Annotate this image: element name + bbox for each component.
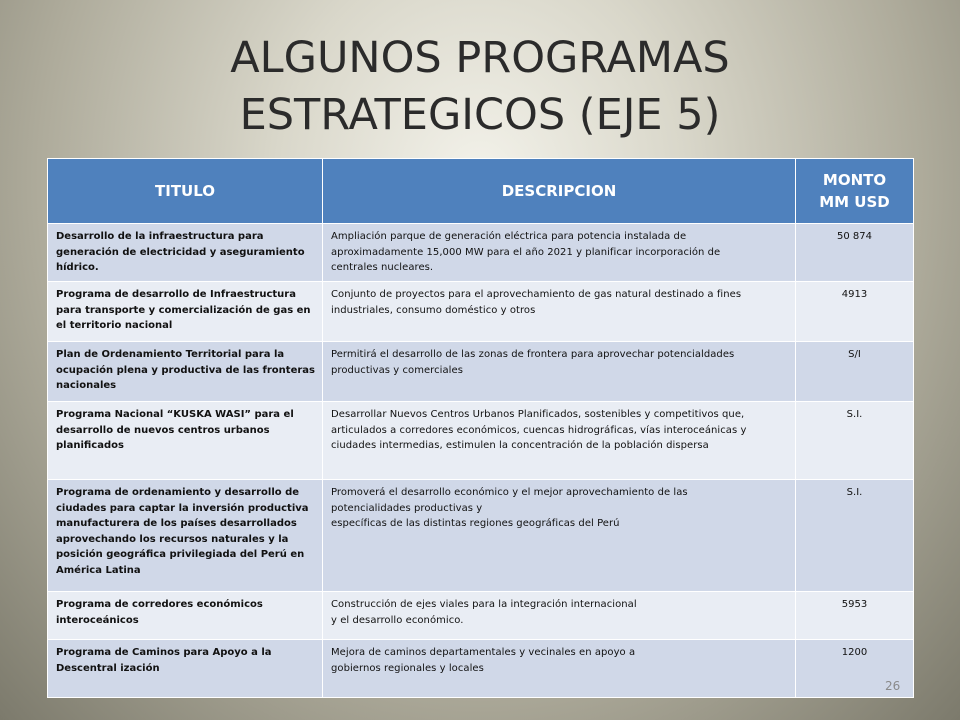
header-titulo: TITULO [48,159,323,224]
program-description [323,282,796,342]
program-title-line: planificados [56,440,124,451]
header-monto-line-2: MM USD [819,193,890,211]
table-body [48,224,914,698]
program-description-line: específicas de las distintas regiones geográficas del Perú [331,518,620,529]
program-title-line: ciudades para captar la inversión productiva [56,502,309,514]
program-description [323,592,796,640]
program-title-line: generación de electricidad y aseguramiento [56,246,305,258]
table-header-row [48,159,914,224]
program-title-line: interoceánicos [56,614,139,626]
program-title-line: manufacturera de los países desarrollados [56,518,297,529]
table-row [48,342,914,402]
program-title-line: Programa de ordenamiento y desarrollo de [56,487,300,498]
program-title-line: Descentral ización [56,662,160,674]
program-title-line: Programa Nacional “KUSKA WASI” para el [56,409,294,420]
slide-title [0,30,960,144]
header-monto [796,159,914,224]
program-description-line: productivas y comerciales [331,364,463,376]
program-description-line: industriales, consumo doméstico y otros [331,304,536,316]
program-title-line: América Latina [56,564,141,576]
program-description [323,342,796,402]
header-monto-line-1: MONTO [822,171,887,189]
program-title-line: hídrico. [56,262,99,273]
program-title-line: Desarrollo de la infraestructura para [56,231,264,242]
table-row [48,224,914,282]
program-amount: S.I. [796,402,914,480]
program-amount: 1200 [796,640,914,698]
program-description [323,640,796,698]
program-description-line: articulados a corredores económicos, cuencas hidrográficas, vías interoceánicas y [331,424,747,436]
program-description-line: centrales nucleares. [331,262,434,273]
program-description-line: gobiernos regionales y locales [331,662,484,674]
program-title [48,402,323,480]
table-row [48,640,914,698]
program-description-line: Permitirá el desarrollo de las zonas de frontera para aprovechar potencialdades [331,349,735,360]
program-description-line: Desarrollar Nuevos Centros Urbanos Planificados, sostenibles y competitivos que, [331,409,745,420]
program-description-line: aproximadamente 15,000 MW para el año 2021 y planificar incorporación de [331,246,721,258]
program-description [323,402,796,480]
program-title [48,342,323,402]
program-amount: S/I [796,342,914,402]
table-row [48,480,914,592]
program-description-line: Ampliación parque de generación eléctrica para potencia instalada de [331,231,687,242]
program-title-line: ocupación plena y productiva de las fronteras [56,364,315,376]
programs-table [47,158,914,698]
program-amount: 50 874 [796,224,914,282]
program-title [48,640,323,698]
program-description-line: Mejora de caminos departamentales y vecinales en apoyo a [331,647,636,658]
program-title-line: aprovechando los recursos naturales y la [56,533,289,545]
program-title-line: el territorio nacional [56,320,173,331]
program-title-line: nacionales [56,380,117,391]
page-number: 26 [885,679,901,693]
program-description-line: Promoverá el desarrollo económico y el mejor aprovechamiento de las [331,487,688,498]
program-title-line: posición geográfica privilegiada del Perú en [56,549,305,560]
program-title-line: Plan de Ordenamiento Territorial para la [56,349,285,360]
program-amount: 5953 [796,592,914,640]
program-description [323,480,796,592]
program-title-line: Programa de corredores económicos [56,599,263,610]
program-description-line: ciudades intermedias, estimulen la concentración de la población dispersa [331,440,709,451]
table-row [48,592,914,640]
table-row [48,282,914,342]
header-descripcion: DESCRIPCION [323,159,796,224]
program-title [48,224,323,282]
program-amount: S.I. [796,480,914,592]
program-title [48,480,323,592]
program-description-line: Conjunto de proyectos para el aprovechamiento de gas natural destinado a fines [331,289,742,300]
slide-title-line-1: ALGUNOS PROGRAMAS [230,33,730,83]
program-title-line: Programa de desarrollo de Infraestructura [56,289,296,300]
program-title-line: Programa de Caminos para Apoyo a la [56,647,272,658]
program-title-line: para transporte y comercialización de gas en [56,304,311,316]
program-description-line: y el desarrollo económico. [331,614,464,626]
program-title [48,282,323,342]
program-description [323,224,796,282]
program-amount: 4913 [796,282,914,342]
program-description-line: Construcción de ejes viales para la integración internacional [331,599,637,610]
program-description-line: potencialidades productivas y [331,502,483,514]
table-row [48,402,914,480]
slide-title-line-2: ESTRATEGICOS (EJE 5) [239,90,721,140]
program-title-line: desarrollo de nuevos centros urbanos [56,424,270,436]
program-title [48,592,323,640]
